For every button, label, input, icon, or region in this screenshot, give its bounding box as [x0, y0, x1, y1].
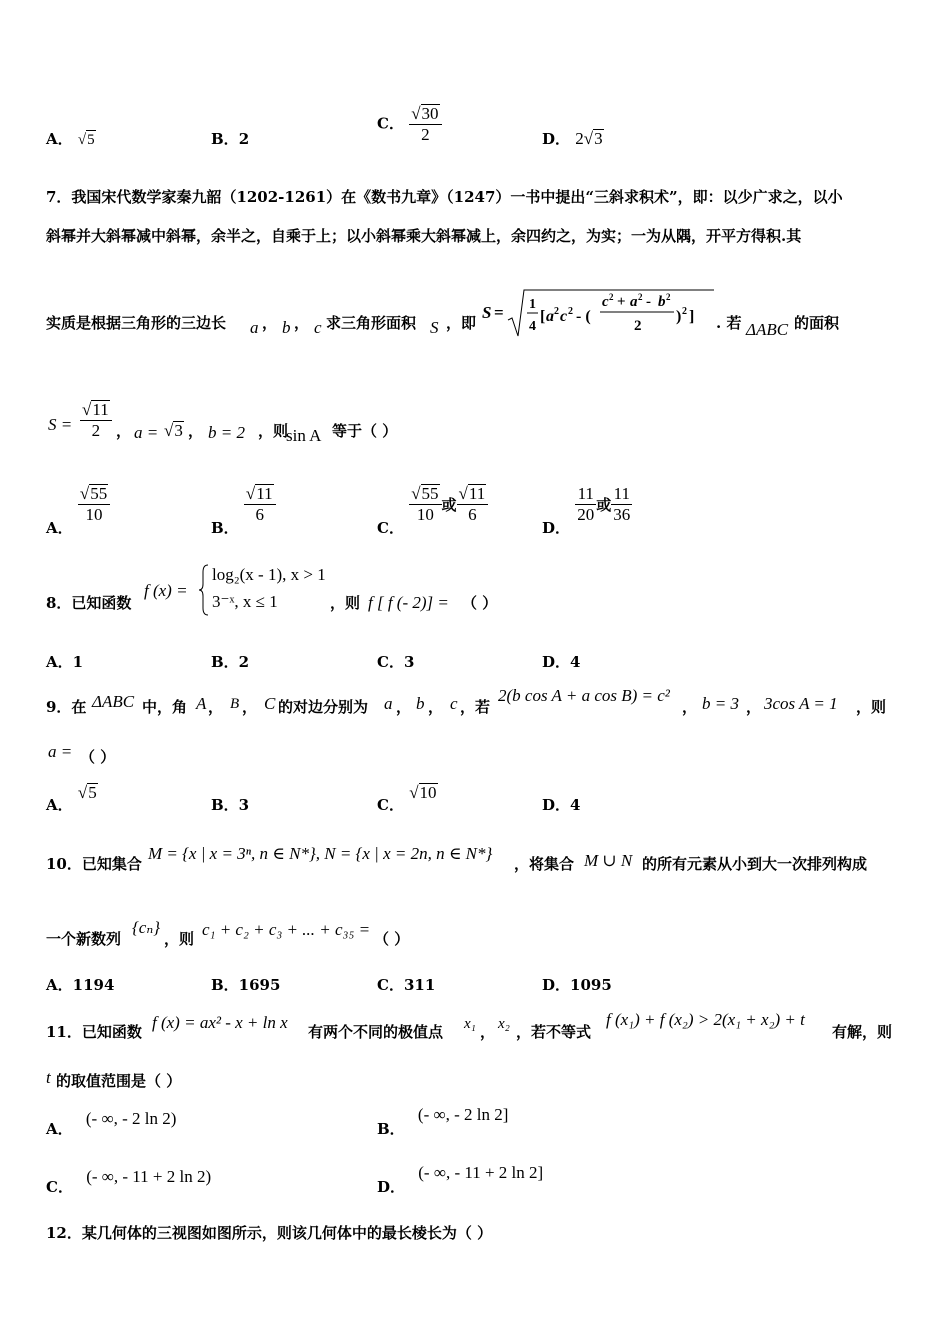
svg-text:b: b: [658, 294, 666, 310]
sqrt: √3: [583, 129, 603, 148]
svg-text:): ): [676, 308, 682, 325]
fx: f (x) = ax² - x + ln x: [152, 1013, 288, 1032]
fraction: $\frac{11}{20}$: [577, 484, 595, 524]
sqrt: √3: [164, 421, 183, 440]
q10-option-c[interactable]: C．311: [377, 976, 436, 994]
text: 一个新数列: [46, 930, 122, 948]
q8-option-d[interactable]: D．4: [542, 653, 581, 671]
q7-option-d[interactable]: [542, 484, 632, 537]
option-label: A．: [46, 796, 73, 814]
option-label: B．: [377, 1120, 405, 1138]
q11-option-d[interactable]: [377, 1162, 544, 1196]
a-eq: a =: [134, 423, 159, 442]
radicand: 5: [87, 132, 95, 148]
svg-text:4: 4: [529, 319, 536, 334]
sqrt: √5: [77, 783, 97, 802]
text: ，则: [164, 930, 195, 948]
triangle-abc: ΔABC: [746, 320, 789, 339]
text: 8．已知函数: [46, 594, 132, 612]
q7-option-a[interactable]: [46, 484, 110, 537]
text: 求三角形面积: [326, 314, 417, 332]
q10-option-d[interactable]: D．1095: [542, 976, 612, 994]
b-eq: b = 2: [208, 423, 245, 442]
triangle-abc: ΔABC: [92, 692, 135, 711]
sum: c₁ + c₂ + c₃ + ... + c₃₅ =: [202, 920, 371, 939]
q6-option-b[interactable]: [211, 128, 249, 149]
text: 的取值范围是（ ）: [56, 1072, 182, 1090]
option-label: A．: [46, 130, 73, 148]
text: 9．在: [46, 698, 87, 716]
q10-option-a[interactable]: A．1194: [46, 976, 115, 994]
angle-a: A: [196, 694, 207, 713]
text: （ ）: [462, 594, 498, 612]
area-lhs: S =: [48, 415, 73, 434]
q7-option-c[interactable]: [377, 484, 488, 537]
text: 11．已知函数: [46, 1023, 142, 1041]
svg-text:a: a: [546, 308, 554, 325]
area-fraction: $\frac{√11}{2}$: [80, 400, 112, 441]
option-label: B．: [211, 130, 239, 148]
left-brace: [198, 564, 210, 616]
inequality: f (x₁) + f (x₂) > 2(x₁ + x₂) + t: [606, 1010, 805, 1029]
q7-option-b[interactable]: [211, 484, 276, 537]
side-a: a: [384, 694, 393, 713]
q11-option-a[interactable]: [46, 1108, 177, 1138]
var-b: b: [282, 318, 291, 337]
svg-text:+: +: [617, 294, 626, 310]
angle-b: B: [230, 696, 240, 712]
radicand: 3: [594, 129, 603, 148]
option-label: D．: [542, 130, 571, 148]
option-label: C．: [377, 518, 404, 537]
q9-option-b[interactable]: B．3: [211, 796, 250, 814]
option-value: (- ∞, - 11 + 2 ln 2]: [418, 1163, 544, 1182]
svg-text:2: 2: [666, 292, 671, 302]
svg-text:S: S: [482, 303, 492, 322]
fx: f (x) =: [144, 581, 188, 600]
q12-stem: 12．某几何体的三视图如图所示，则该几何体中的最长棱长为（ ）: [46, 1224, 493, 1242]
b-value: b = 3: [702, 694, 739, 713]
svg-text:1: 1: [529, 297, 536, 312]
option-value: 2: [238, 130, 250, 148]
coefficient: 2: [575, 129, 584, 148]
formula-text: [482, 288, 483, 289]
or-word: 或: [441, 496, 457, 514]
svg-text:2: 2: [554, 306, 559, 317]
var-c: c: [314, 318, 322, 337]
cos-a: 3cos A = 1: [764, 694, 838, 713]
q11-option-b[interactable]: [377, 1104, 509, 1138]
text: 的所有元素从小到大一次排列构成: [642, 855, 868, 873]
radicand: 11: [92, 400, 109, 419]
option-label: B．: [211, 518, 239, 537]
svg-text:a: a: [630, 294, 638, 310]
svg-text:2: 2: [634, 318, 642, 334]
a-eq: a =: [48, 742, 73, 761]
case-2: 3⁻ˣ, x ≤ 1: [212, 592, 278, 611]
radicand: 30: [421, 104, 439, 123]
radicand: 5: [88, 783, 97, 802]
text: 中，角: [142, 698, 188, 716]
q9-option-d[interactable]: D．4: [542, 796, 581, 814]
fraction: $\frac{√30}{2}$: [409, 104, 441, 145]
text: 的面积: [794, 314, 840, 332]
case-1: log₂(x - 1), x > 1: [212, 565, 326, 584]
svg-text:]: ]: [689, 308, 695, 325]
sequence: {cₙ}: [132, 918, 161, 937]
svg-text:-: -: [646, 294, 651, 310]
var-S: S: [430, 318, 439, 337]
q11-option-c[interactable]: [46, 1166, 212, 1196]
fraction: $\frac{√55}{10}$: [78, 484, 110, 525]
radicand: 3: [174, 421, 183, 440]
fraction: $\frac{11}{36}$: [613, 484, 631, 524]
q7-line-2: 斜幂并大斜幂减中斜幂，余半之，自乘于上；以小斜幂乘大斜幂减上，余四约之，为实；一为从隅，开平方得积.其: [46, 227, 802, 245]
q7-line-1: 7．我国宋代数学家秦九韶（1202-1261）在《数书九章》（1247）一书中提出“三斜求积术”，即：以少广求之，以小: [46, 188, 843, 206]
text: ，则: [330, 594, 361, 612]
text: 有两个不同的极值点: [308, 1023, 444, 1041]
svg-text:2: 2: [568, 306, 573, 317]
sin-a: sin A: [286, 426, 322, 445]
q8-option-b[interactable]: B．2: [211, 653, 250, 671]
denominator: 2: [421, 125, 430, 144]
sqrt: √5: [77, 132, 95, 148]
text: 有解，则: [832, 1023, 893, 1041]
text: ，即: [446, 314, 477, 332]
text: （ ）: [374, 930, 410, 948]
svg-text:c: c: [602, 294, 609, 310]
text: 10．已知集合: [46, 855, 142, 873]
radicand: 10: [419, 783, 437, 802]
x1: x₁: [464, 1016, 476, 1032]
option-label: A．: [46, 1120, 73, 1138]
fraction: $\frac{√11}{6}$: [457, 484, 489, 525]
side-b: b: [416, 694, 425, 713]
fraction: $\frac{√11}{6}$: [244, 484, 276, 525]
svg-text:2: 2: [682, 306, 687, 317]
or-word: 或: [596, 496, 612, 514]
svg-text:2: 2: [638, 292, 643, 302]
sets: M = {x | x = 3ⁿ, n ∈ N*}, N = {x | x = 2n, n ∈ N*}: [148, 844, 493, 863]
denominator: 2: [91, 421, 101, 440]
text: ，若: [460, 698, 491, 716]
equation: 2(b cos A + a cos B) = c²: [498, 686, 670, 705]
expr: f [ f (- 2)] =: [368, 593, 449, 612]
option-label: D．: [542, 518, 571, 537]
q9-option-c[interactable]: [377, 782, 438, 814]
text: 等于（ ）: [332, 422, 398, 440]
fraction: $\frac{√55}{10}$: [409, 484, 441, 525]
option-label: D．: [377, 1178, 406, 1196]
text: ，若不等式: [516, 1023, 592, 1041]
option-value: (- ∞, - 2 ln 2]: [417, 1105, 509, 1124]
q8-option-a[interactable]: A．1: [46, 653, 84, 671]
text: 实质是根据三角形的三边长: [46, 314, 227, 332]
svg-text:=: =: [494, 303, 504, 322]
svg-text:c: c: [560, 308, 568, 325]
text: . 若: [716, 314, 742, 332]
q6-option-d[interactable]: [542, 128, 604, 149]
text: 的对边分别为: [278, 698, 369, 716]
svg-text:2: 2: [609, 292, 614, 302]
q8-option-c[interactable]: C．3: [377, 653, 415, 671]
svg-text:- (: - (: [576, 308, 591, 325]
option-label: C．: [377, 796, 404, 814]
text: ，则: [856, 698, 887, 716]
svg-text:[: [: [540, 308, 546, 325]
x2: x₂: [498, 1016, 510, 1032]
option-label: C．: [377, 114, 404, 133]
option-label: A．: [46, 518, 73, 537]
text: （ ）: [80, 748, 116, 766]
text: ，则: [258, 422, 289, 440]
sqrt: √10: [409, 783, 437, 802]
var-t: t: [46, 1068, 51, 1087]
var-a: a: [250, 318, 259, 337]
q6-option-a[interactable]: [46, 128, 96, 149]
q9-option-a[interactable]: [46, 782, 98, 814]
option-label: C．: [46, 1178, 73, 1196]
angle-c: C: [264, 694, 276, 713]
option-value: (- ∞, - 11 + 2 ln 2): [86, 1167, 212, 1186]
option-value: (- ∞, - 2 ln 2): [85, 1109, 177, 1128]
formula-graphic: [482, 288, 716, 340]
text: ，将集合: [514, 855, 575, 873]
union: M ∪ N: [584, 851, 633, 870]
q10-option-b[interactable]: B．1695: [211, 976, 281, 994]
q6-option-c[interactable]: [377, 104, 442, 145]
side-c: c: [450, 694, 458, 713]
